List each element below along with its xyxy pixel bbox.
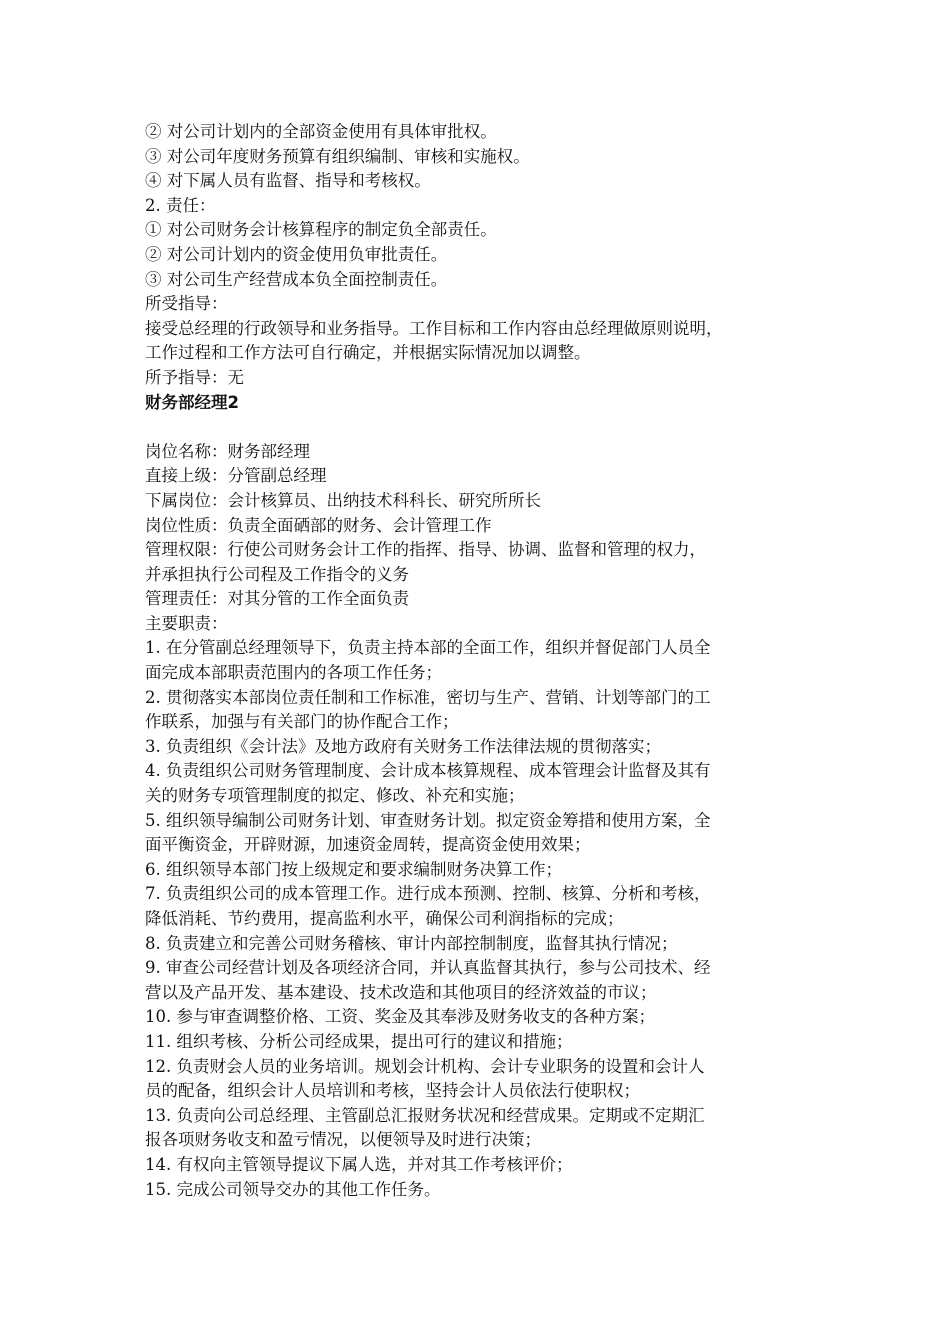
text-line: ③ 对公司年度财务预算有组织编制、审核和实施权。 [145,146,530,166]
text-line: 员的配备，组织会计人员培训和考核，坚持会计人员依法行使职权； [145,1081,640,1101]
text-line: 所予指导：无 [145,367,244,387]
text-line: ① 对公司财务会计核算程序的制定负全部责任。 [145,220,497,240]
text-line: 管理权限：行使公司财务会计工作的指挥、指导、协调、监督和管理的权力， [145,540,706,560]
text-line: 4. 负责组织公司财务管理制度、会计成本核算规程、成本管理会计监督及其有 [145,761,711,781]
text-line: 15. 完成公司领导交办的其他工作任务。 [145,1179,441,1199]
text-line: 管理责任：对其分管的工作全面负责 [145,589,409,609]
text-line: 并承担执行公司程及工作指令的义务 [145,564,409,584]
text-line: 12. 负责财会人员的业务培训。规划会计机构、会计专业职务的设置和会计人 [145,1056,705,1076]
text-line: 3. 负责组织《会计法》及地方政府有关财务工作法律法规的贯彻落实； [145,736,661,756]
text-line: 8. 负责建立和完善公司财务稽核、审计内部控制制度，监督其执行情况； [145,933,678,953]
text-line: 工作过程和工作方法可自行确定，并根据实际情况加以调整。 [145,343,591,363]
text-line: 10. 参与审查调整价格、工资、奖金及其奉涉及财务收支的各种方案； [145,1007,655,1027]
text-line: 岗位名称：财务部经理 [145,441,310,461]
text-line: 2. 贯彻落实本部岗位责任制和工作标准，密切与生产、营销、计划等部门的工 [145,687,711,707]
section-job-description [145,440,810,1202]
section-responsibilities [145,120,810,391]
text-line: 所受指导： [145,294,228,314]
section-heading: 财务部经理2 [145,392,239,412]
text-line: 主要职责： [145,613,228,633]
text-line: 13. 负责向公司总经理、主管副总汇报财务状况和经营成果。定期或不定期汇 [145,1105,705,1125]
text-line: 作联系，加强与有关部门的协作配合工作； [145,712,459,732]
text-line: ③ 对公司生产经营成本负全面控制责任。 [145,269,448,289]
document-page [145,120,810,1202]
text-line: 6. 组织领导本部门按上级规定和要求编制财务决算工作； [145,859,562,879]
text-line: ④ 对下属人员有监督、指导和考核权。 [145,171,431,191]
text-line: ② 对公司计划内的全部资金使用有具体审批权。 [145,122,497,141]
text-line: 5. 组织领导编制公司财务计划、审查财务计划。拟定资金筹措和使用方案，全 [145,810,711,830]
text-line: 14. 有权向主管领导提议下属人选，并对其工作考核评价； [145,1154,573,1174]
text-line: 2. 责任： [145,195,216,215]
text-line: 7. 负责组织公司的成本管理工作。进行成本预测、控制、核算、分析和考核， [145,884,711,904]
spacer [145,415,810,440]
text-line: 1. 在分管副总经理领导下，负责主持本部的全面工作，组织并督促部门人员全 [145,638,711,658]
text-line: 面完成本部职责范围内的各项工作任务； [145,663,442,683]
text-line: ② 对公司计划内的资金使用负审批责任。 [145,244,448,264]
text-line: 岗位性质：负责全面硒部的财务、会计管理工作 [145,515,492,535]
text-line: 降低消耗、节约费用，提高监利水平，确保公司利润指标的完成； [145,909,624,928]
text-line: 关的财务专项管理制度的拟定、修改、补充和实施； [145,786,525,806]
text-line: 报各项财务收支和盈亏情况，以便领导及时进行决策； [145,1130,541,1150]
text-line: 下属岗位：会计核算员、出纳技术科科长、研究所所长 [145,490,541,510]
text-line: 11. 组织考核、分析公司经成果，提出可行的建议和措施； [145,1031,573,1051]
text-line: 9. 审查公司经营计划及各项经济合同，并认真监督其执行，参与公司技术、经 [145,958,711,978]
text-line: 接受总经理的行政领导和业务指导。工作目标和工作内容由总经理做原则说明， [145,318,723,338]
text-line: 面平衡资金，开辟财源，加速资金周转，提高资金使用效果； [145,835,591,855]
text-line: 直接上级：分管副总经理 [145,466,327,486]
text-line: 营以及产品开发、基本建设、技术改造和其他项目的经济效益的市议； [145,982,657,1002]
